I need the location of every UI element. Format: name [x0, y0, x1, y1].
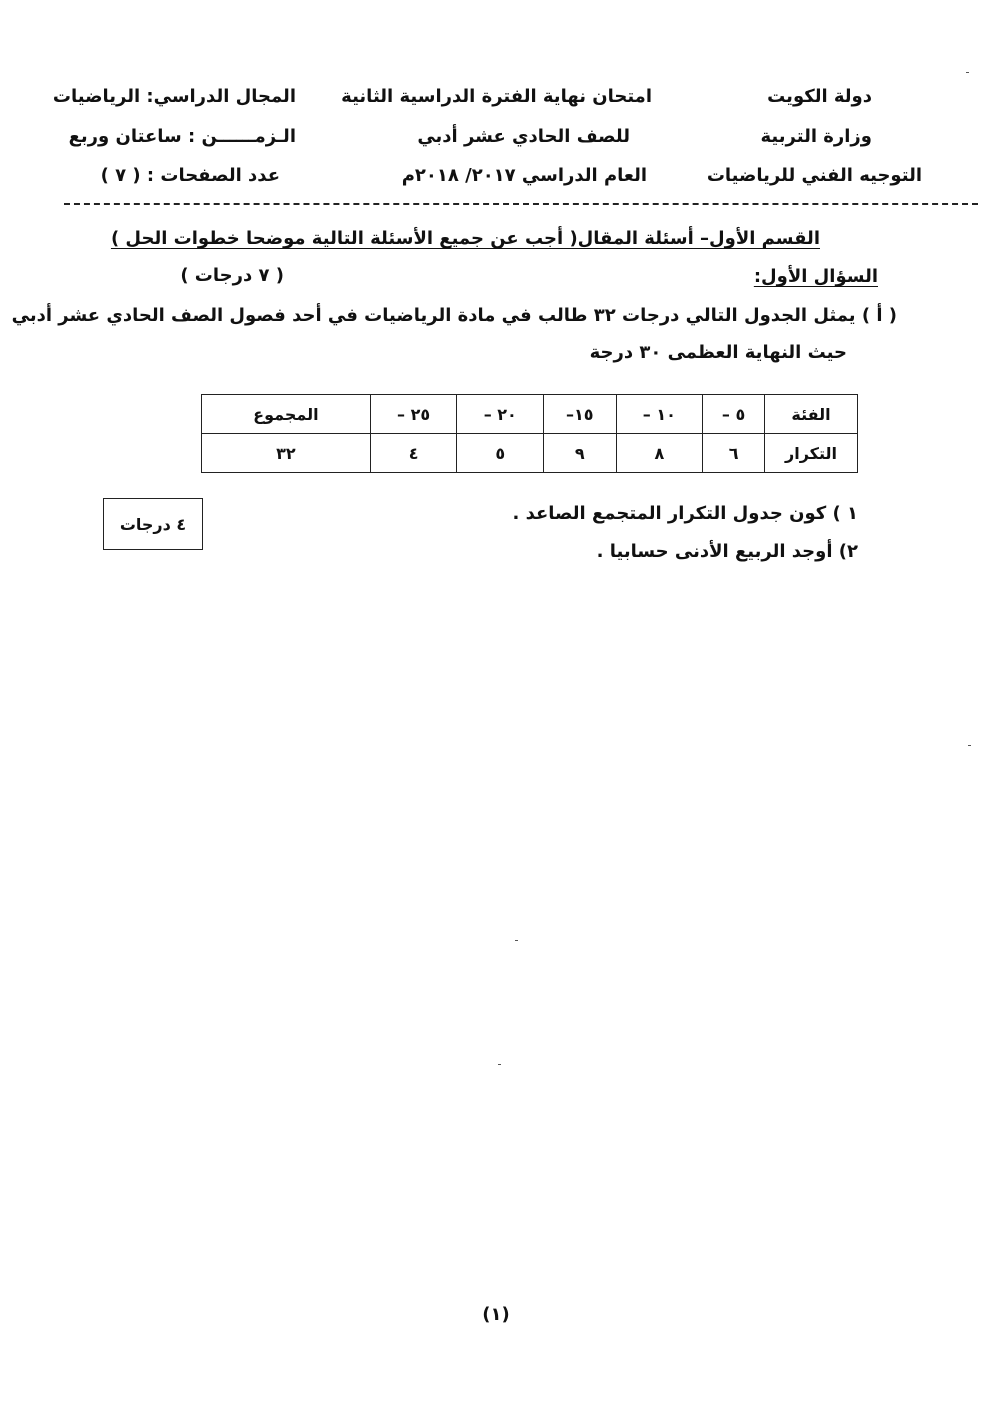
table-cell-class: ٥ –	[703, 395, 765, 434]
scan-speck	[966, 72, 969, 73]
table-row-frequencies	[202, 434, 858, 473]
table-row-classes	[202, 395, 858, 434]
frequency-table	[201, 394, 858, 473]
header-school-year: العام الدراسي ٢٠١٧/ ٢٠١٨م	[401, 165, 647, 186]
header-duration: الـزمــــــن : ساعتان وربع	[68, 126, 296, 147]
task-item-2: ٢) أوجد الربيع الأدنى حسابيا .	[596, 541, 858, 562]
table-cell-frequency: ٤	[370, 434, 457, 473]
scan-speck	[515, 940, 518, 941]
table-cell-class: ٢٠ –	[457, 395, 544, 434]
part-a-line2: حيث النهاية العظمى ٣٠ درجة	[589, 342, 847, 363]
task-item-1: ١ ) كون جدول التكرار المتجمع الصاعد .	[512, 503, 858, 524]
table-label-class: الفئة	[765, 395, 858, 434]
table-cell-frequency: ٩	[544, 434, 616, 473]
table-cell-frequency: ٨	[616, 434, 703, 473]
table-cell-total-label: المجموع	[202, 395, 371, 434]
table-label-frequency: التكرار	[765, 434, 858, 473]
header-grade: للصف الحادي عشر أدبي	[417, 126, 630, 147]
question-title: السؤال الأول:	[753, 266, 878, 287]
table-cell-frequency: ٥	[457, 434, 544, 473]
header-ministry: وزارة التربية	[760, 126, 872, 147]
table-cell-total: ٣٢	[202, 434, 371, 473]
header-exam-title: امتحان نهاية الفترة الدراسية الثانية	[341, 86, 652, 107]
marks-box: ٤ درجات	[103, 498, 203, 550]
header-subject: المجال الدراسي: الرياضيات	[52, 86, 296, 107]
table-cell-class: ١٥–	[544, 395, 616, 434]
question-marks: ( ٧ درجات )	[180, 265, 284, 286]
table-cell-class: ٢٥ –	[370, 395, 457, 434]
table-cell-class: ١٠ –	[616, 395, 703, 434]
header-page-count: عدد الصفحات : ( ٧ )	[100, 165, 280, 186]
page-number: (١)	[482, 1304, 510, 1325]
section-title: القسم الأول– أسئلة المقال( أجب عن جميع الأسئلة التالية موضحا خطوات الحل )	[110, 228, 820, 249]
part-a-line1: ( أ ) يمثل الجدول التالي درجات ٣٢ طالب في مادة الرياضيات في أحد فصول الصف الحادي عشر أدبي	[11, 305, 897, 326]
header-country: دولة الكويت	[767, 86, 872, 107]
header-department: التوجيه الفني للرياضيات	[706, 165, 922, 186]
scan-speck	[968, 745, 971, 746]
scan-speck	[498, 1064, 501, 1065]
header-divider	[64, 203, 978, 205]
table-cell-frequency: ٦	[703, 434, 765, 473]
